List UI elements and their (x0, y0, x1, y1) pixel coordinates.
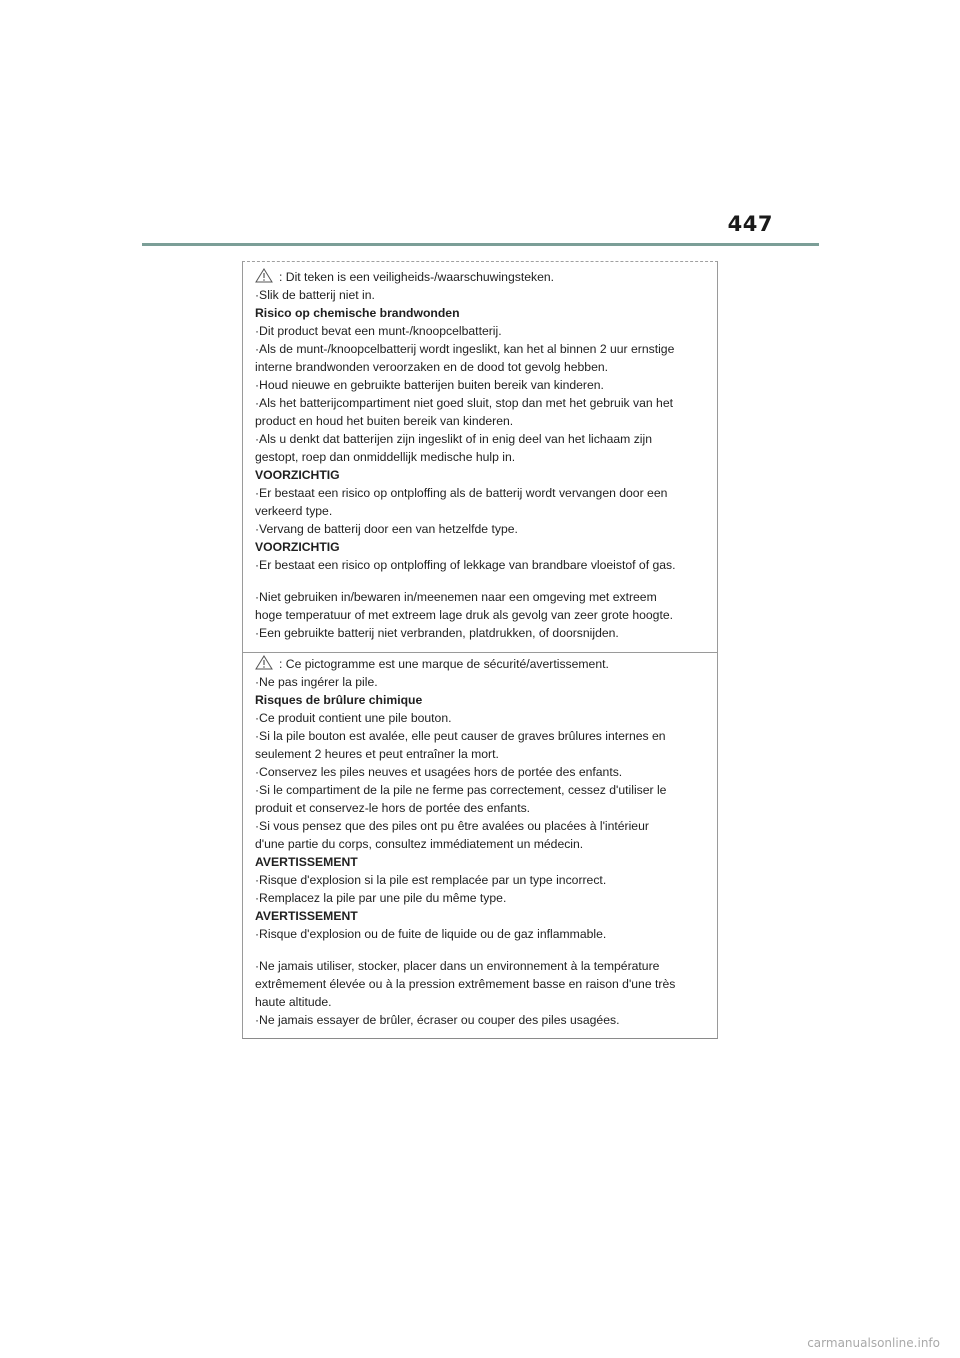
french-line: haute altitude. (255, 995, 332, 1009)
dutch-symbol-line (255, 268, 709, 286)
battery-safety-notice (242, 261, 718, 1039)
dutch-line: hoge temperatuur of met extreem lage druk als gevolg van zeer grote hoogte. (255, 608, 674, 622)
dutch-line: VOORZICHTIG (255, 540, 340, 554)
warning-triangle-icon (255, 655, 273, 670)
french-line: ·Ne jamais essayer de brûler, écraser ou couper des piles usagées. (255, 1013, 620, 1027)
header-rule (142, 243, 819, 246)
french-line: ·Ne pas ingérer la pile. (255, 675, 378, 689)
french-line: ·Risque d'explosion si la pile est remplacée par un type incorrect. (255, 873, 607, 887)
french-line: ·Si le compartiment de la pile ne ferme pas correctement, cessez d'utiliser le (255, 783, 667, 797)
french-lines (255, 673, 709, 1029)
dutch-line: Risico op chemische brandwonden (255, 306, 460, 320)
french-line: extrêmement élevée ou à la pression extrêmement basse en raison d'une très (255, 977, 676, 991)
section-divider (243, 652, 717, 653)
dutch-line: ·Er bestaat een risico op ontploffing of lekkage van brandbare vloeistof of gas. (255, 558, 676, 572)
french-line: AVERTISSEMENT (255, 909, 358, 923)
dutch-symbol-text: : Dit teken is een veiligheids-/waarschuwingsteken. (279, 270, 555, 284)
dutch-lines (255, 286, 709, 642)
french-symbol-text: : Ce pictogramme est une marque de sécurité/avertissement. (279, 657, 609, 671)
dutch-line: ·Als het batterijcompartiment niet goed sluit, stop dan met het gebruik van het (255, 396, 673, 410)
french-line: seulement 2 heures et peut entraîner la mort. (255, 747, 499, 761)
dutch-line: ·Als u denkt dat batterijen zijn ingeslikt of in enig deel van het lichaam zijn (255, 432, 652, 446)
french-line: d'une partie du corps, consultez immédiatement un médecin. (255, 837, 584, 851)
dutch-line: gestopt, roep dan onmiddellijk medische hulp in. (255, 450, 516, 464)
site-watermark: carmanualsonline.info (807, 1336, 940, 1350)
french-line: ·Risque d'explosion ou de fuite de liquide ou de gaz inflammable. (255, 927, 607, 941)
french-line: ·Ne jamais utiliser, stocker, placer dans un environnement à la température (255, 959, 660, 973)
french-line: ·Ce produit contient une pile bouton. (255, 711, 452, 725)
dutch-line: ·Niet gebruiken in/bewaren in/meenemen naar een omgeving met extreem (255, 590, 657, 604)
dutch-line: VOORZICHTIG (255, 468, 340, 482)
dutch-line: ·Er bestaat een risico op ontploffing als de batterij wordt vervangen door een (255, 486, 668, 500)
dutch-line: ·Slik de batterij niet in. (255, 288, 375, 302)
french-line: produit et conservez-le hors de portée des enfants. (255, 801, 531, 815)
dutch-line: product en houd het buiten bereik van kinderen. (255, 414, 514, 428)
dutch-line: ·Dit product bevat een munt-/knoopcelbatterij. (255, 324, 502, 338)
dutch-line: verkeerd type. (255, 504, 333, 518)
french-symbol-line (255, 655, 709, 673)
dutch-line: ·Een gebruikte batterij niet verbranden, platdrukken, of doorsnijden. (255, 626, 619, 640)
dutch-line: ·Houd nieuwe en gebruikte batterijen buiten bereik van kinderen. (255, 378, 604, 392)
french-line: Risques de brûlure chimique (255, 693, 423, 707)
warning-triangle-icon (255, 268, 273, 283)
dutch-section (255, 268, 709, 642)
dutch-line: interne brandwonden veroorzaken en de dood tot gevolg hebben. (255, 360, 609, 374)
french-line: ·Remplacez la pile par une pile du même type. (255, 891, 507, 905)
page-number: 447 (727, 212, 773, 236)
dutch-line: ·Als de munt-/knoopcelbatterij wordt ingeslikt, kan het al binnen 2 uur ernstige (255, 342, 675, 356)
french-line: AVERTISSEMENT (255, 855, 358, 869)
french-line: ·Si la pile bouton est avalée, elle peut causer de graves brûlures internes en (255, 729, 666, 743)
french-section (255, 655, 709, 1029)
dutch-line: ·Vervang de batterij door een van hetzelfde type. (255, 522, 518, 536)
french-line: ·Si vous pensez que des piles ont pu être avalées ou placées à l'intérieur (255, 819, 649, 833)
french-line: ·Conservez les piles neuves et usagées hors de portée des enfants. (255, 765, 623, 779)
